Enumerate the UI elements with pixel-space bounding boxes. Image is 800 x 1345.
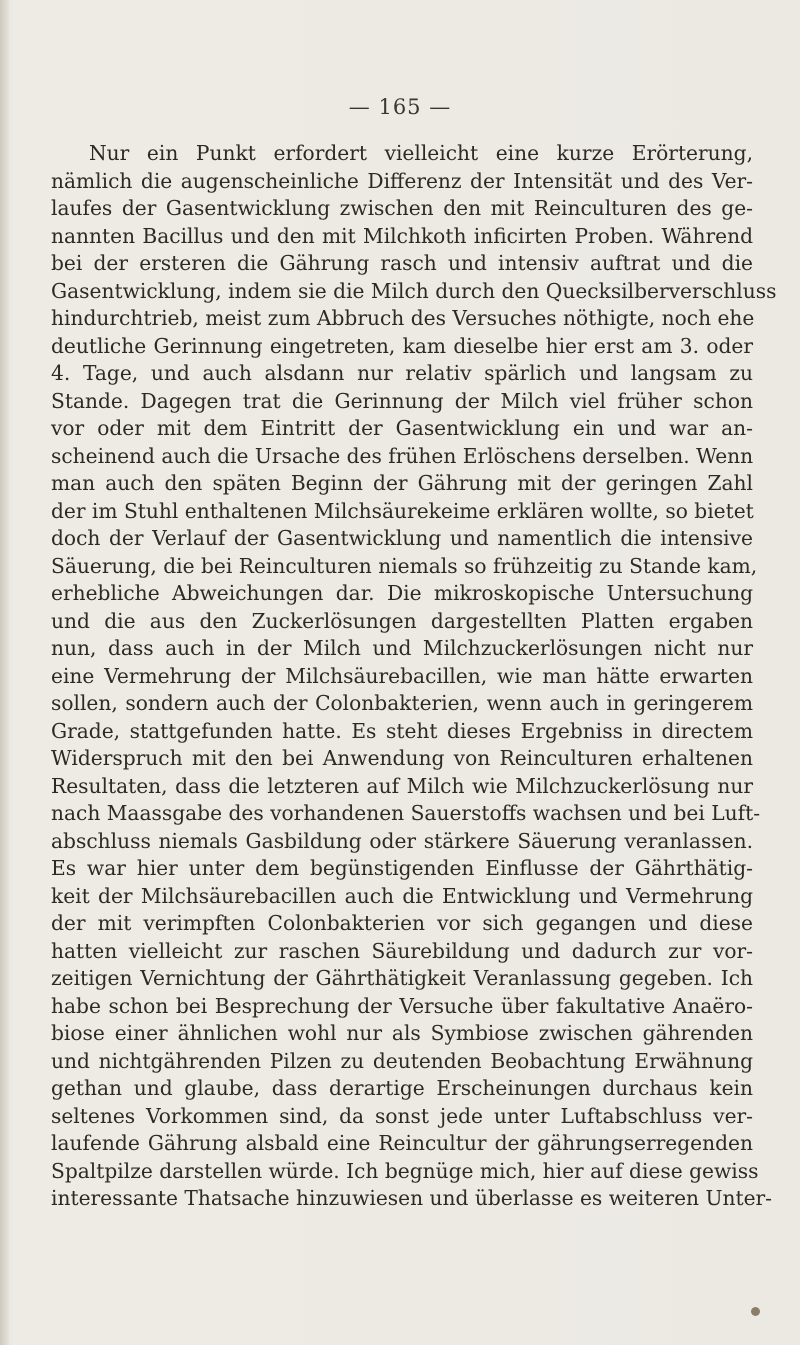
text-line: bei der ersteren die Gährung rasch und intensiv auftrat und die bbox=[51, 251, 753, 275]
text-line: Grade, stattgefunden hatte. Es steht dieses Ergebniss in directem bbox=[51, 718, 753, 743]
text-line: nun, dass auch in der Milch und Milchzuckerlösungen nicht nur bbox=[51, 636, 753, 660]
text-line: Resultaten, dass die letzteren auf Milch wie Milchzuckerlösung nur bbox=[51, 773, 753, 798]
text-line: seltenes Vorkommen sind, da sonst jede unter Luftabschluss ver- bbox=[51, 1103, 753, 1128]
text-line: hindurchtrieb, meist zum Abbruch des Versuches nöthigte, noch ehe bbox=[51, 306, 755, 330]
text-line: gethan und glaube, dass derartige Erscheinungen durchaus kein bbox=[51, 1076, 753, 1100]
text-line: Säuerung, die bei Reinculturen niemals so frühzeitig zu Stande kam, bbox=[51, 553, 758, 578]
text-line: nach Maassgabe des vorhandenen Sauerstoffs wachsen und bei Luft- bbox=[51, 801, 761, 825]
text-line: abschluss niemals Gasbildung oder stärkere Säuerung veranlassen. bbox=[51, 828, 753, 853]
text-line: man auch den späten Beginn der Gährung mit der geringen Zahl bbox=[51, 471, 753, 495]
text-line: hatten vielleicht zur raschen Säurebildung und dadurch zur vor- bbox=[51, 938, 753, 963]
text-line: nämlich die augenscheinliche Differenz der Intensität und des Ver- bbox=[51, 168, 753, 193]
text-line: laufes der Gasentwicklung zwischen den mit Reinculturen des ge- bbox=[51, 196, 753, 220]
text-line: interessante Thatsache hinzuwiesen und überlasse es weiteren Unter- bbox=[51, 1186, 773, 1210]
text-line: Nur ein Punkt erfordert vielleicht eine kurze Erörterung, bbox=[89, 141, 753, 165]
page-spine-shadow bbox=[0, 0, 9, 1345]
ink-stain bbox=[751, 1307, 760, 1316]
text-line: keit der Milchsäurebacillen auch die Entwicklung und Vermehrung bbox=[51, 883, 753, 908]
text-line: Stande. Dagegen trat die Gerinnung der Milch viel früher schon bbox=[51, 388, 753, 413]
text-line: sollen, sondern auch der Colonbakterien, wenn auch in geringerem bbox=[51, 691, 753, 715]
text-line: erhebliche Abweichungen dar. Die mikroskopische Untersuchung bbox=[51, 581, 753, 605]
text-line: Spaltpilze darstellen würde. Ich begnüge mich, hier auf diese gewiss bbox=[51, 1158, 759, 1183]
text-line: und die aus den Zuckerlösungen dargestellten Platten ergaben bbox=[51, 608, 753, 633]
text-line: Gasentwicklung, indem sie die Milch durch den Quecksilberverschluss bbox=[51, 278, 777, 303]
text-line: Widerspruch mit den bei Anwendung von Reinculturen erhaltenen bbox=[51, 746, 753, 770]
text-line: nannten Bacillus und den mit Milchkoth inficirten Proben. Während bbox=[51, 223, 753, 248]
text-line: laufende Gährung alsbald eine Reincultur der gährungserregenden bbox=[51, 1131, 753, 1155]
text-line: doch der Verlauf der Gasentwicklung und namentlich die intensive bbox=[51, 526, 753, 550]
text-line: habe schon bei Besprechung der Versuche über fakultative Anaëro- bbox=[51, 993, 753, 1018]
text-line: biose einer ähnlichen wohl nur als Symbiose zwischen gährenden bbox=[51, 1021, 753, 1045]
text-line: zeitigen Vernichtung der Gährthätigkeit Veranlassung gegeben. Ich bbox=[51, 966, 753, 990]
text-line: 4. Tage, und auch alsdann nur relativ spärlich und langsam zu bbox=[51, 361, 753, 385]
text-line: der mit verimpften Colonbakterien vor sich gegangen und diese bbox=[51, 911, 753, 935]
text-line: scheinend auch die Ursache des frühen Erlöschens derselben. Wenn bbox=[51, 443, 754, 468]
page-number-header: — 165 — bbox=[348, 95, 452, 119]
body-paragraph bbox=[51, 140, 777, 1213]
text-line: Es war hier unter dem begünstigenden Einflusse der Gährthätig- bbox=[51, 856, 753, 880]
text-line: vor oder mit dem Eintritt der Gasentwicklung ein und war an- bbox=[51, 416, 753, 440]
text-line: der im Stuhl enthaltenen Milchsäurekeime erklären wollte, so bietet bbox=[51, 498, 754, 523]
text-line: und nichtgährenden Pilzen zu deutenden Beobachtung Erwähnung bbox=[51, 1048, 753, 1073]
text-line: deutliche Gerinnung eingetreten, kam dieselbe hier erst am 3. oder bbox=[51, 333, 753, 358]
text-line: eine Vermehrung der Milchsäurebacillen, wie man hätte erwarten bbox=[51, 663, 753, 688]
